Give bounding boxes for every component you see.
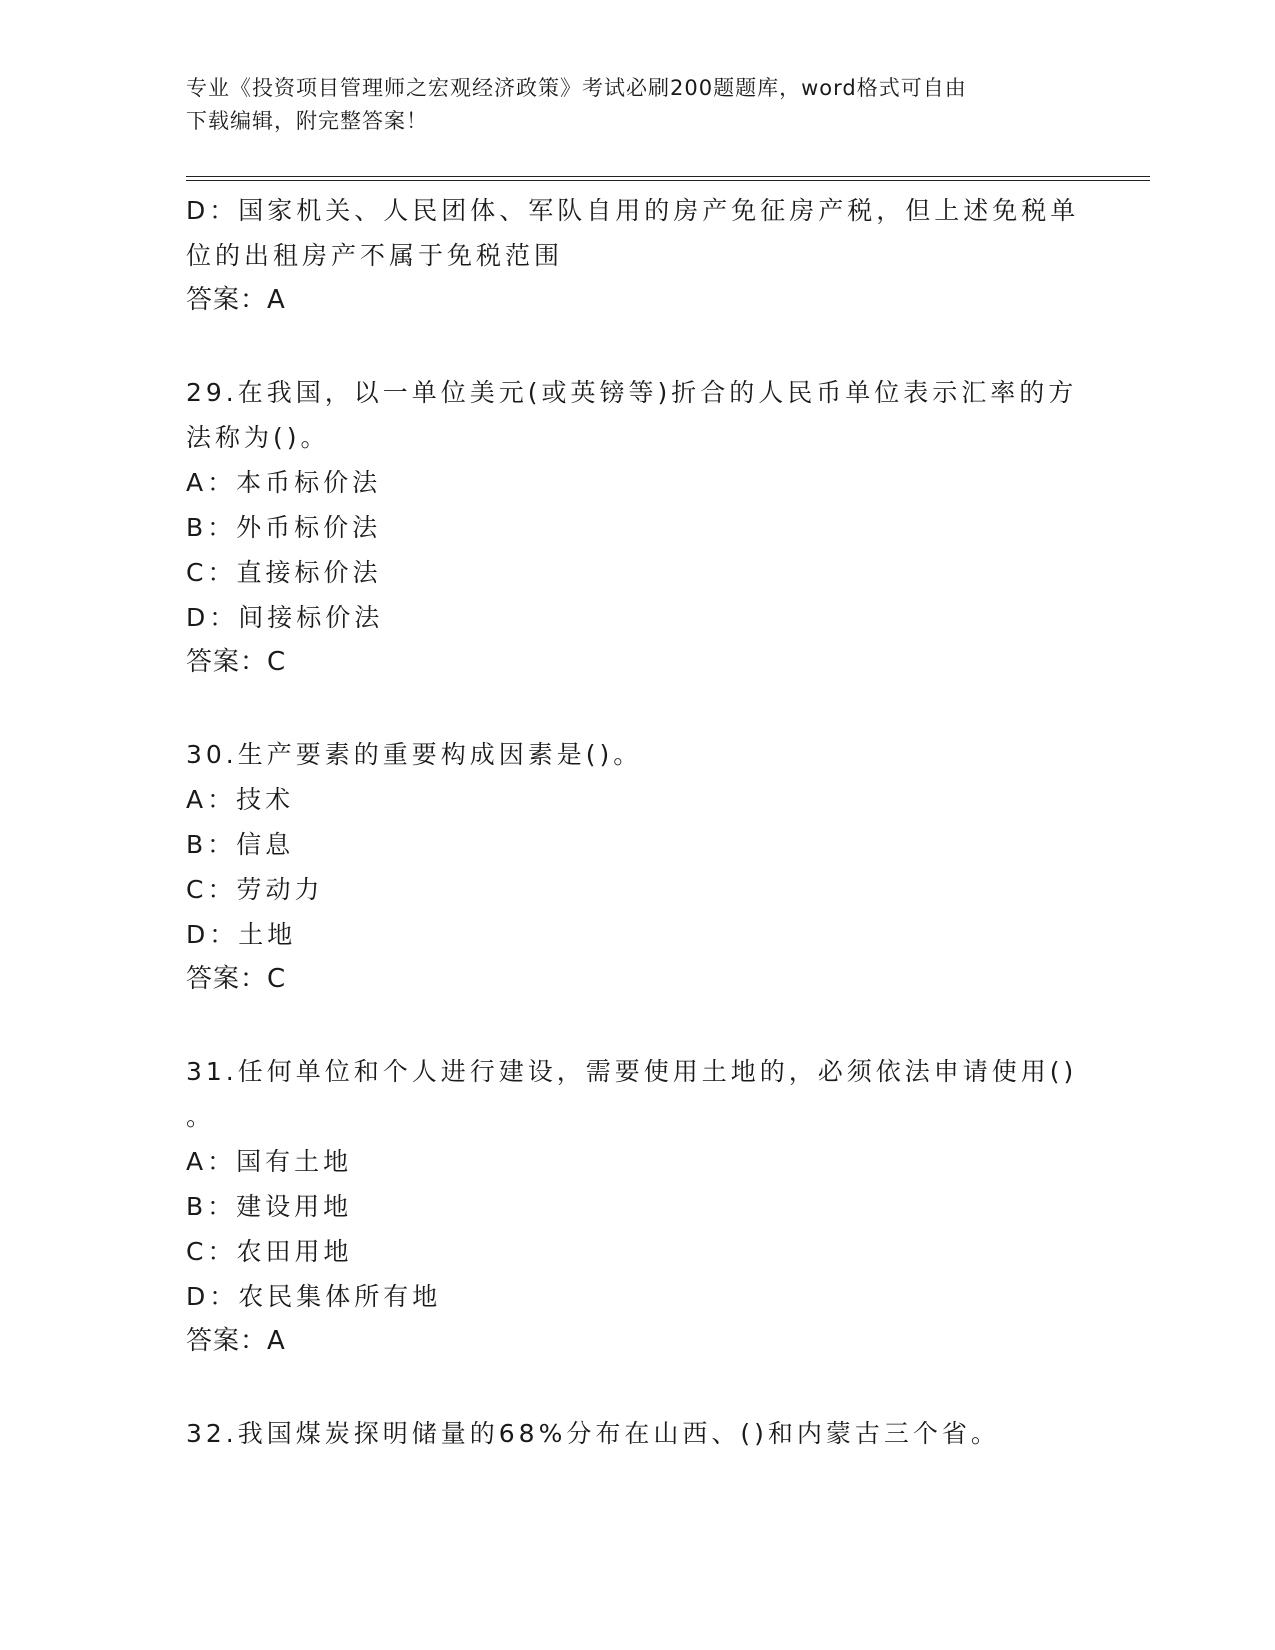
answer: 答案：A — [186, 285, 286, 315]
question-content — [186, 188, 1086, 1456]
option-b: B：外币标价法 — [186, 513, 382, 542]
header-line-2: 下载编辑，附完整答案！ — [186, 109, 428, 133]
option-d: D：间接标价法 — [186, 603, 384, 632]
question-30 — [186, 732, 1086, 1002]
document-header — [186, 72, 1076, 138]
option-c: C：农田用地 — [186, 1237, 353, 1266]
option-d: D：国家机关、人民团体、军队自用的房产免征房产税，但上述免税单 — [186, 196, 1080, 225]
question-stem: 30.生产要素的重要构成因素是()。 — [186, 740, 643, 769]
header-line-1: 专业《投资项目管理师之宏观经济政策》考试必刷200题题库，word格式可自由 — [186, 76, 967, 100]
option-b: B：建设用地 — [186, 1192, 353, 1221]
question-stem-continued: 法称为()。 — [186, 423, 330, 452]
option-d: D：农民集体所有地 — [186, 1282, 442, 1311]
question-29 — [186, 370, 1086, 685]
question-stem: 32.我国煤炭探明储量的68%分布在山西、()和内蒙古三个省。 — [186, 1419, 1000, 1448]
answer: 答案：C — [186, 647, 287, 677]
option-a: A：本币标价法 — [186, 468, 382, 497]
question-32 — [186, 1411, 1086, 1456]
header-divider-top — [186, 176, 1150, 177]
question-stem-continued: 。 — [186, 1102, 216, 1131]
option-a: A：国有土地 — [186, 1147, 353, 1176]
question-stem: 31.任何单位和个人进行建设，需要使用土地的，必须依法申请使用() — [186, 1057, 1078, 1086]
option-b: B：信息 — [186, 830, 295, 859]
answer: 答案：C — [186, 964, 287, 994]
option-a: A：技术 — [186, 785, 295, 814]
option-c: C：劳动力 — [186, 875, 324, 904]
option-c: C：直接标价法 — [186, 558, 382, 587]
answer: 答案：A — [186, 1326, 286, 1356]
option-d: D：土地 — [186, 920, 297, 949]
option-d-continued: 位的出租房产不属于免税范围 — [186, 241, 564, 270]
previous-question-tail — [186, 188, 1086, 323]
question-31 — [186, 1049, 1086, 1364]
question-stem: 29.在我国，以一单位美元(或英镑等)折合的人民币单位表示汇率的方 — [186, 378, 1078, 407]
header-divider-bottom — [186, 180, 1150, 181]
